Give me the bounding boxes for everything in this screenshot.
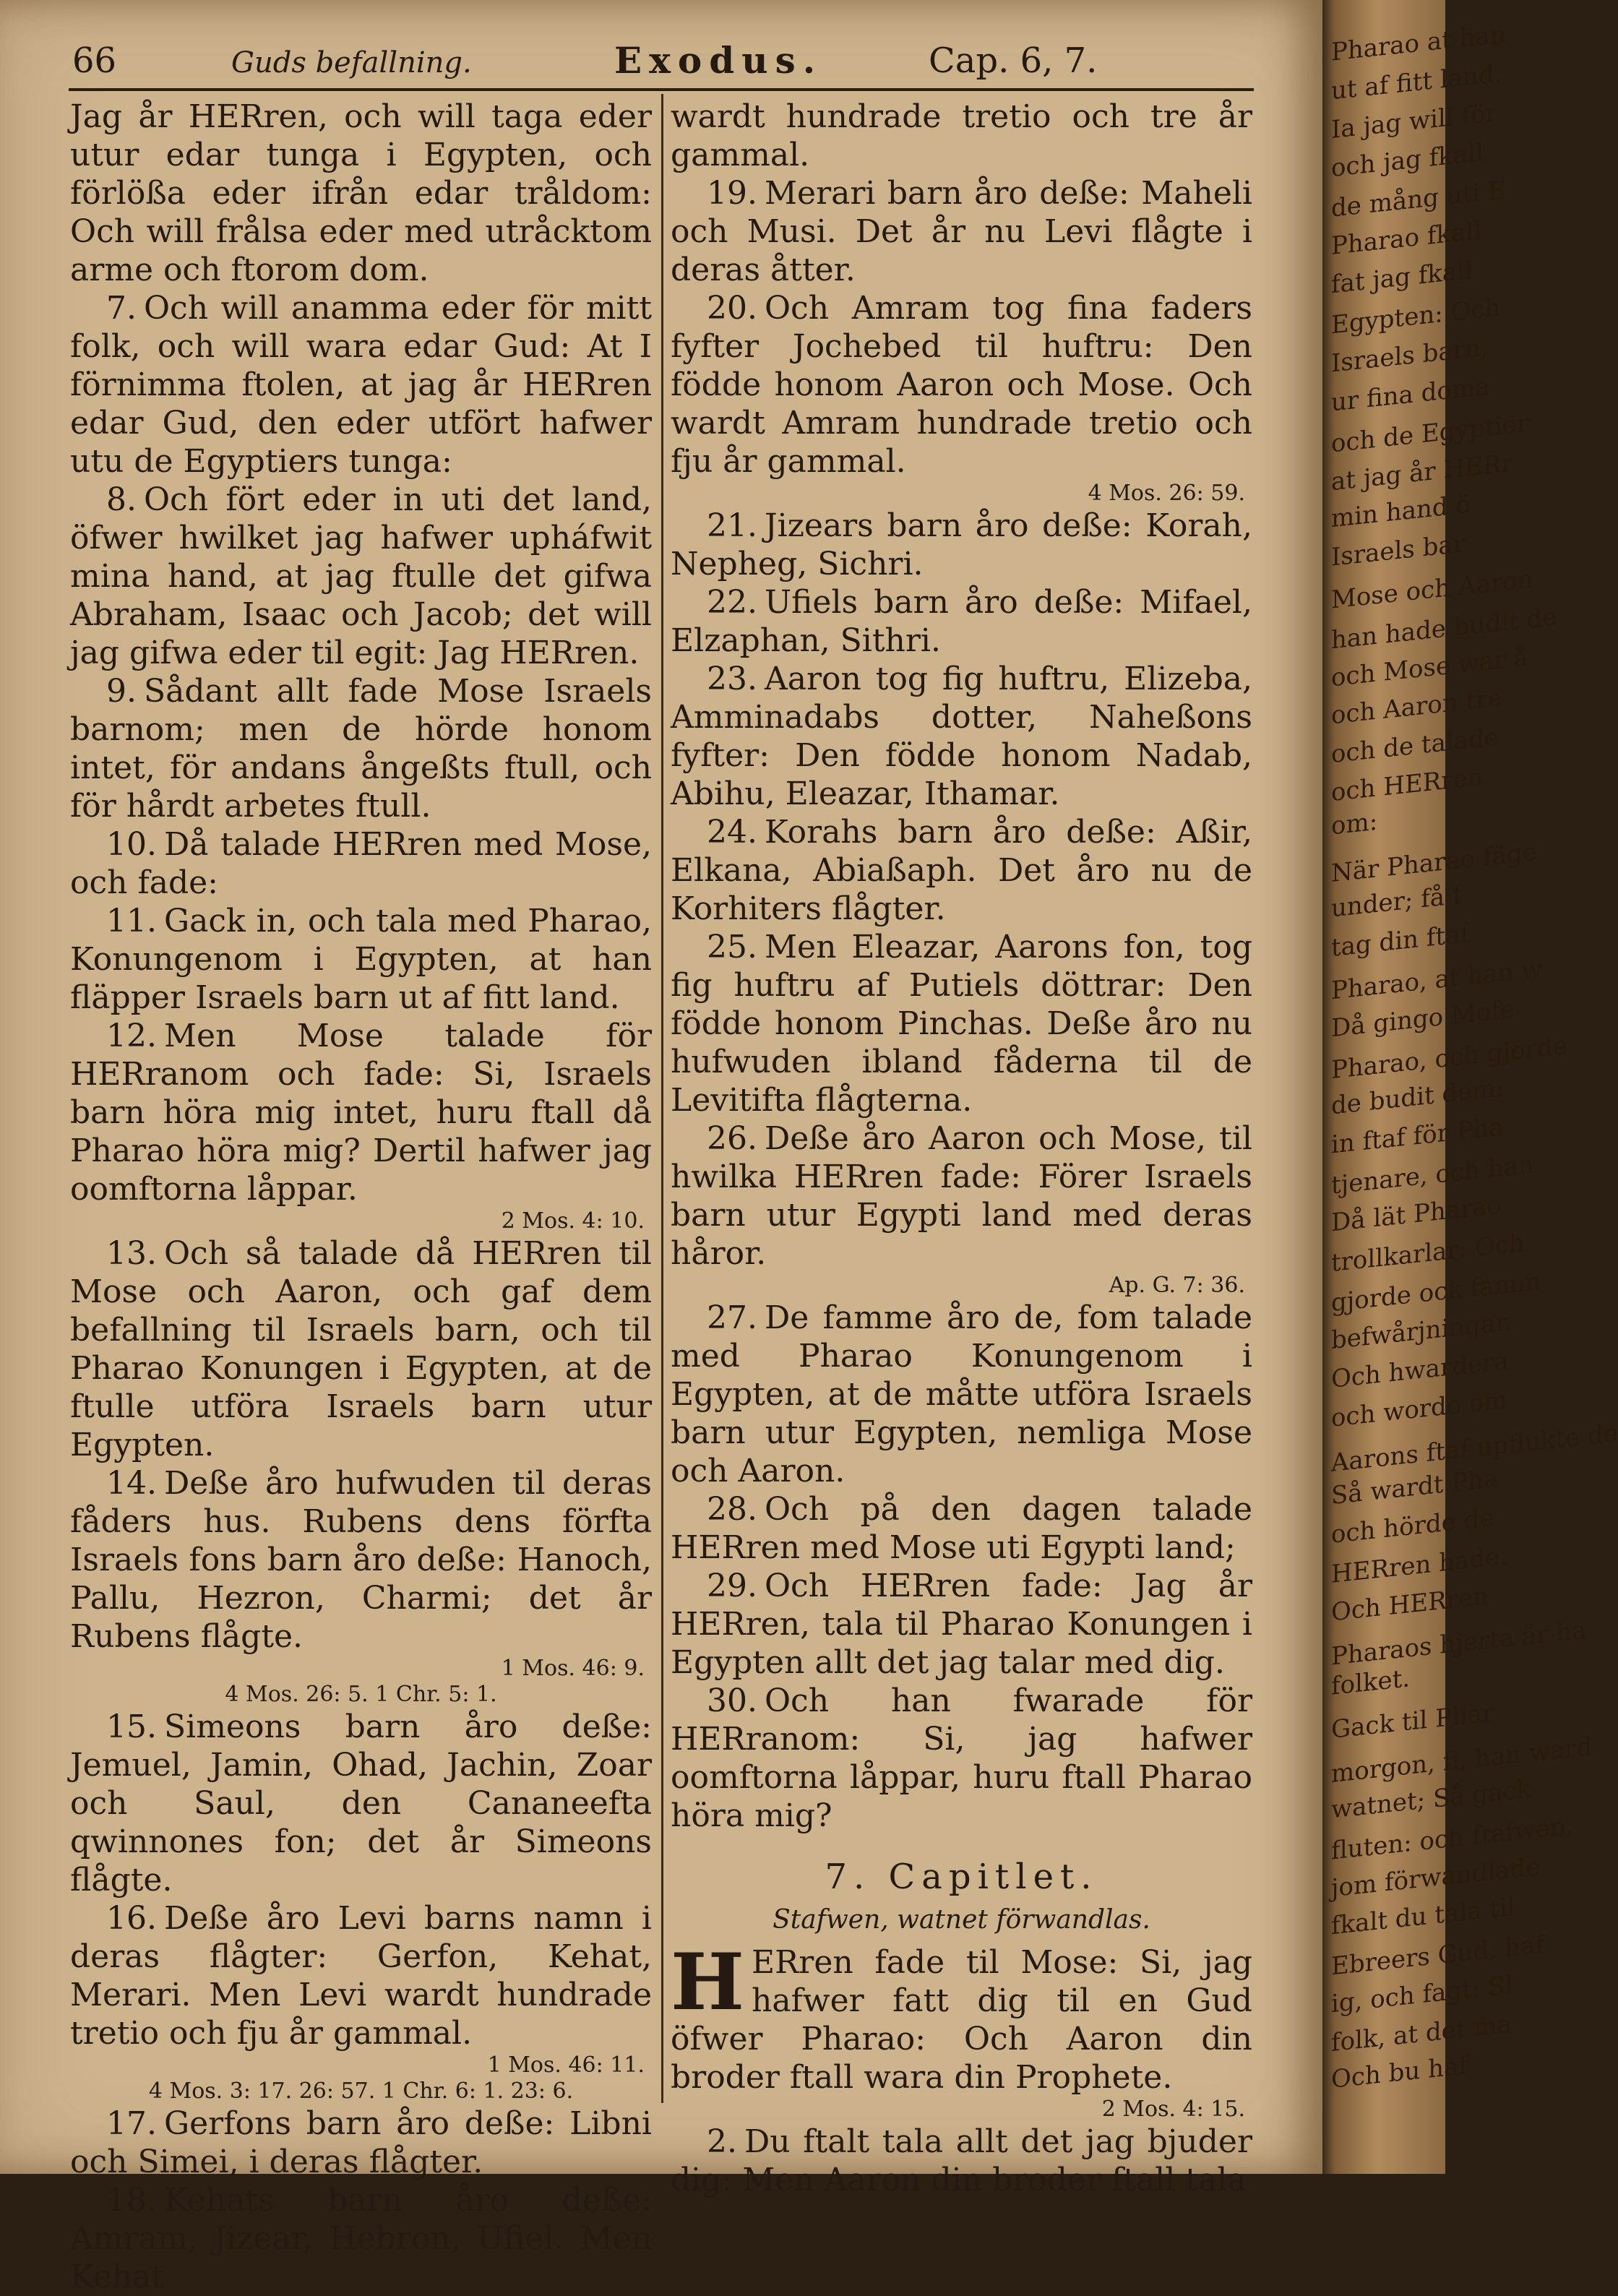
verse-number: 2. xyxy=(707,2123,737,2160)
verse xyxy=(70,1708,652,1899)
adjacent-page-line: Egypten: Och xyxy=(1331,293,1501,340)
adjacent-page-line: och Aaron tre xyxy=(1331,683,1502,731)
verse-text: Simeons barn åro deße: Jemuel, Jamin, Ohad, Jachin, Zoar och Saul, den Cananeefta qwinnones fon; det år Simeons flågte. xyxy=(70,1708,652,1899)
verse xyxy=(70,481,652,672)
verse-number: 20. xyxy=(707,290,757,327)
verse xyxy=(671,813,1252,928)
verse xyxy=(671,1119,1252,1273)
adjacent-page-line: ur fina doma xyxy=(1331,371,1490,418)
verse-number: 23. xyxy=(707,661,757,697)
verse-text: Men Eleazar, Aarons fon, tog fig huftru af Putiels döttrar: Den födde honom Pinchas. Deße åro nu hufwuden ibland fåderna til de Levitifta flågterna. xyxy=(671,929,1252,1119)
verse-number: 18. xyxy=(106,2182,157,2219)
adjacent-page-line: Så wardt Pha xyxy=(1331,1463,1499,1511)
right-column-verses xyxy=(671,98,1252,1835)
verse-number: 25. xyxy=(707,929,757,966)
right-column xyxy=(671,98,1252,2199)
left-column xyxy=(70,98,652,2296)
verse-text: Men Mose talade för HERranom och fade: Si, Israels barn höra mig intet, huru ftall då Pharao höra mig? Dertil hafwer jag oomftorna låppar. xyxy=(70,1018,652,1208)
chapter-first-verse xyxy=(671,1937,1252,2097)
verse xyxy=(671,583,1252,660)
verse-number: 27. xyxy=(707,1299,757,1336)
drop-cap: H xyxy=(671,1937,745,2028)
verse xyxy=(671,928,1252,1119)
adjacent-page-line: tjenare, och han xyxy=(1331,1150,1534,1200)
adjacent-page-line: Pharao fkall xyxy=(1331,216,1482,261)
verse-text: Sådant allt fade Mose Israels barnom; men de hörde honom intet, för andans ångeßts ftull, och för hårdt arbetes ftull. xyxy=(70,673,652,825)
verse-text: Och på den dagen talade HERren med Mose uti Egypti land; xyxy=(671,1491,1252,1566)
verse xyxy=(671,1682,1252,1835)
adjacent-page-line: Då lät Pharao xyxy=(1331,1190,1502,1238)
running-head xyxy=(65,38,1257,88)
verse-text: Deße åro Levi barns namn i deras flågter: Gerfon, Kehat, Merari. Men Levi wardt hundrade tretio och fju år gammal. xyxy=(70,1900,652,2052)
verse xyxy=(671,2123,1252,2199)
adjacent-page-line: och jag fkall xyxy=(1331,137,1484,184)
verse xyxy=(671,660,1252,813)
verse-number: 22. xyxy=(707,584,757,621)
verse-text: Deße åro Aaron och Mose, til hwilka HERren fade: Förer Israels barn utur Egypti land med deras håror. xyxy=(671,1120,1252,1272)
adjacent-page-line: de budit dem: xyxy=(1331,1073,1505,1121)
verse-text: Och han fwarade för HERranom: Si, jag hafwer oomftorna låppar, huru ftall Pharao höra mig? xyxy=(671,1682,1252,1834)
cross-reference: 2 Mos. 4: 10. xyxy=(501,1208,645,1234)
verse-text: Kehats barn åro deße: Amram, Jizear, Hebron, Ufiel. Men Kehat xyxy=(70,2182,652,2295)
running-title: Guds befallning. xyxy=(231,46,472,79)
adjacent-page-line: folket. xyxy=(1331,1664,1411,1701)
verse xyxy=(70,1464,652,1656)
adjacent-page-line: Pharao at han xyxy=(1331,20,1506,67)
adjacent-page-line: Pharaos hjerta år ha xyxy=(1331,1615,1587,1672)
verse xyxy=(70,1899,652,2052)
adjacent-page-line: jom förwandlade xyxy=(1331,1852,1541,1904)
verse xyxy=(70,825,652,902)
chapter-summary: Stafwen, watnet förwandlas. xyxy=(773,1905,1150,1935)
verse-text: Aaron tog fig huftru, Elizeba, Amminadabs dotter, Naheßons fyfter: Den födde honom Nadab, Abihu, Eleazar, Ithamar. xyxy=(671,661,1252,812)
verse-number: 9. xyxy=(106,673,137,710)
adjacent-page-line: och hörde de xyxy=(1331,1503,1494,1549)
verse-number: 17. xyxy=(106,2105,157,2142)
adjacent-page-line: Och bu haf xyxy=(1331,2051,1468,2094)
verse-text: Då talade HERren med Mose, och fade: xyxy=(70,826,652,901)
cross-reference: 4 Mos. 26: 5. 1 Chr. 5: 1. xyxy=(225,1682,497,1707)
adjacent-page-line: morgon, fi, han ward xyxy=(1331,1732,1593,1789)
verse-continuation: wardt hundrade tretio och tre år gammal. xyxy=(671,98,1252,173)
verse xyxy=(70,1234,652,1464)
cross-reference: 4 Mos. 26: 59. xyxy=(1088,481,1245,506)
adjacent-page-line: Ia jag will för xyxy=(1331,98,1497,145)
verse-number: 8. xyxy=(106,481,137,518)
verse xyxy=(671,174,1252,289)
adjacent-page-line: ut af fitt land. xyxy=(1331,59,1502,106)
verse xyxy=(671,1567,1252,1682)
header-rule xyxy=(69,88,1254,91)
cross-reference: 2 Mos. 4: 15. xyxy=(1101,2097,1245,2122)
adjacent-page-line: Ebreers Gud, haf xyxy=(1331,1930,1544,1982)
adjacent-page-line: befwårjningar. xyxy=(1331,1307,1512,1356)
adjacent-page-line: under; få f xyxy=(1331,880,1462,924)
verse-text: Och Amram tog fina faders fyfter Jochebed til huftru: Den födde honom Aaron och Mose. Och wardt Amram hundrade tretio och fju år gammal. xyxy=(671,290,1252,480)
cross-reference: 1 Mos. 46: 11. xyxy=(487,2052,645,2078)
verse-text: Och fört eder in uti det land, öfwer hwilket jag hafwer upháfwit mina hand, at jag ftulle det gifwa Abraham, Isaac och Jacob; det will jag gifwa eder til egit: Jag HERren. xyxy=(70,481,652,671)
adjacent-page-line: Israels barn, xyxy=(1331,332,1489,379)
adjacent-page-line: fluten: och ftafwen, xyxy=(1331,1811,1574,1866)
adjacent-page-line: Pharao, och gjorde xyxy=(1331,1031,1567,1085)
adjacent-page-line: Då gingo Mofe xyxy=(1331,994,1515,1044)
adjacent-page-line: tag din ftaf xyxy=(1331,919,1469,963)
verse xyxy=(70,1017,652,1208)
verse-number: 16. xyxy=(106,1900,157,1937)
verse-text: Gack in, och tala med Pharao, Konungenom i Egypten, at han fläpper Israels barn ut af fitt land. xyxy=(70,903,652,1016)
verse-number: 24. xyxy=(707,814,757,851)
column-divider xyxy=(661,94,663,2103)
verse xyxy=(671,289,1252,481)
adjacent-page-line: Gack til Phar xyxy=(1331,1698,1494,1745)
adjacent-page-line: de mång uti E xyxy=(1331,176,1506,223)
chapter-first-verse-text: ERren fade til Mose: Si, jag hafwer fatt dig til en Gud öfwer Pharao: Och Aaron din broder ftall wara din Prophete. xyxy=(671,1944,1252,2096)
adjacent-page-line: watnet; Så gack xyxy=(1331,1774,1532,1825)
verse-number: 13. xyxy=(106,1235,157,1272)
adjacent-page-line: HERren hade. xyxy=(1331,1542,1508,1589)
chapter-title: 7. Capitlet. xyxy=(825,1857,1098,1897)
adjacent-page-line: och wordo om xyxy=(1331,1385,1507,1433)
verse-number: 30. xyxy=(707,1682,757,1719)
adjacent-page-line: gjorde ock famm xyxy=(1331,1266,1541,1318)
verse-text: Jizears barn åro deße: Korah, Nepheg, Sichri. xyxy=(671,507,1252,582)
verse xyxy=(70,672,652,825)
adjacent-page-line: Aarons ftaf upflukte de xyxy=(1331,1419,1618,1478)
adjacent-page-line: om: xyxy=(1331,807,1378,841)
adjacent-page-line: När Pharao fäge xyxy=(1331,838,1537,888)
verse-number: 10. xyxy=(106,826,157,863)
adjacent-page-line: folk, at det ma xyxy=(1331,2009,1512,2058)
verse-number: 26. xyxy=(707,1120,757,1157)
cross-reference: 4 Mos. 3: 17. 26: 57. 1 Chr. 6: 1. 23: 6. xyxy=(148,2078,574,2104)
verse xyxy=(671,1490,1252,1567)
adjacent-page-line: Pharao, at han w xyxy=(1331,954,1543,1006)
verse-text: Och HERren fade: Jag år HERren, tala til Pharao Konungen i Egypten allt det jag talar med dig. xyxy=(671,1568,1252,1681)
verse-number: 15. xyxy=(106,1708,157,1745)
verse-text: Och will anamma eder för mitt folk, och will wara edar Gud: At I förnimma ftolen, at jag år HERren edar Gud, den eder utfört hafwer utu de Egyptiers tunga: xyxy=(70,290,652,480)
adjacent-page-line: och HERren xyxy=(1331,762,1484,808)
chapter-reference: Cap. 6, 7. xyxy=(929,40,1098,81)
adjacent-page-line: Och HERren xyxy=(1331,1581,1489,1628)
adjacent-page-line: fat jag fkall xyxy=(1331,255,1473,300)
verse xyxy=(70,2104,652,2181)
verse xyxy=(671,507,1252,583)
verse xyxy=(70,289,652,481)
adjacent-page-line: och de talade xyxy=(1331,722,1499,770)
adjacent-page-line: min hand ö xyxy=(1331,489,1471,534)
adjacent-page-line: Israels bar xyxy=(1331,529,1465,572)
verse-text: Merari barn åro deße: Maheli och Musi. Det år nu Levi flågte i deras åtter. xyxy=(671,175,1252,288)
verse xyxy=(671,1299,1252,1490)
verse-text: Du ftalt tala allt det jag bjuder dig: Men Aaron din broder ftall tala xyxy=(671,2123,1252,2198)
adjacent-page-line: in ftaf för Pha xyxy=(1331,1112,1504,1160)
verse-text: De famme åro de, fom talade med Pharao Konungenom i Egypten, at de måtte utföra Israels barn utur Egypten, nemliga Mose och Aaron. xyxy=(671,1299,1252,1489)
page-number: 66 xyxy=(72,40,117,81)
adjacent-page-line: Och hwardera xyxy=(1331,1346,1509,1394)
verse-text: Korahs barn åro deße: Aßir, Elkana, Abiaßaph. Det åro nu de Korhiters flågter. xyxy=(671,814,1252,927)
verse-text: Deße åro hufwuden til deras fåders hus. Rubens dens förfta Israels fons barn åro deße: Hanoch, Pallu, Hezron, Charmi; det år Rubens flågte. xyxy=(70,1465,652,1655)
adjacent-page-line: och Mose war å xyxy=(1331,642,1528,693)
cross-reference: Ap. G. 7: 36. xyxy=(1109,1273,1245,1298)
verse-number: 29. xyxy=(707,1568,757,1604)
verse-number: 21. xyxy=(707,507,757,544)
adjacent-page-line: fkalt du tala til xyxy=(1331,1892,1515,1941)
verse-number: 11. xyxy=(106,903,157,940)
adjacent-page-line: at jag år HERr xyxy=(1331,448,1513,497)
verse-number: 14. xyxy=(106,1465,157,1502)
cross-reference: 1 Mos. 46: 9. xyxy=(501,1656,645,1681)
verse-number: 12. xyxy=(106,1018,157,1054)
adjacent-page-line: ig, och fagt: Sl xyxy=(1331,1970,1513,2019)
verse-continuation: Jag år HERren, och will taga eder utur edar tunga i Egypten, och förlößa eder ifrån edar tråldom: Och will frålsa eder med utråcktom arme och ftorom dom. xyxy=(70,98,652,288)
verse-number: 28. xyxy=(707,1491,757,1528)
adjacent-page-edge xyxy=(1322,0,1618,2174)
adjacent-page-line: trollkarlar: Och xyxy=(1331,1228,1525,1278)
verse xyxy=(70,2181,652,2296)
verse xyxy=(70,902,652,1017)
verse-text: Ufiels barn åro deße: Mifael, Elzaphan, Sithri. xyxy=(671,584,1252,659)
verse-text: Gerfons barn åro deße: Libni och Simei, i deras flågter. xyxy=(70,2105,652,2180)
book-title: Exodus. xyxy=(614,39,823,82)
verse-number: 7. xyxy=(106,290,137,327)
verse-number: 19. xyxy=(707,175,757,212)
adjacent-page-line: han hade budit de xyxy=(1331,602,1557,655)
adjacent-page-line: och de Egyptier xyxy=(1331,408,1529,459)
adjacent-page-line: Mose och Aaron xyxy=(1331,564,1533,615)
verse-text: Och så talade då HERren til Mose och Aaron, och gaf dem befallning til Israels barn, och til Pharao Konungen i Egypten, at de ftulle utföra Israels barn utur Egypten. xyxy=(70,1235,652,1463)
